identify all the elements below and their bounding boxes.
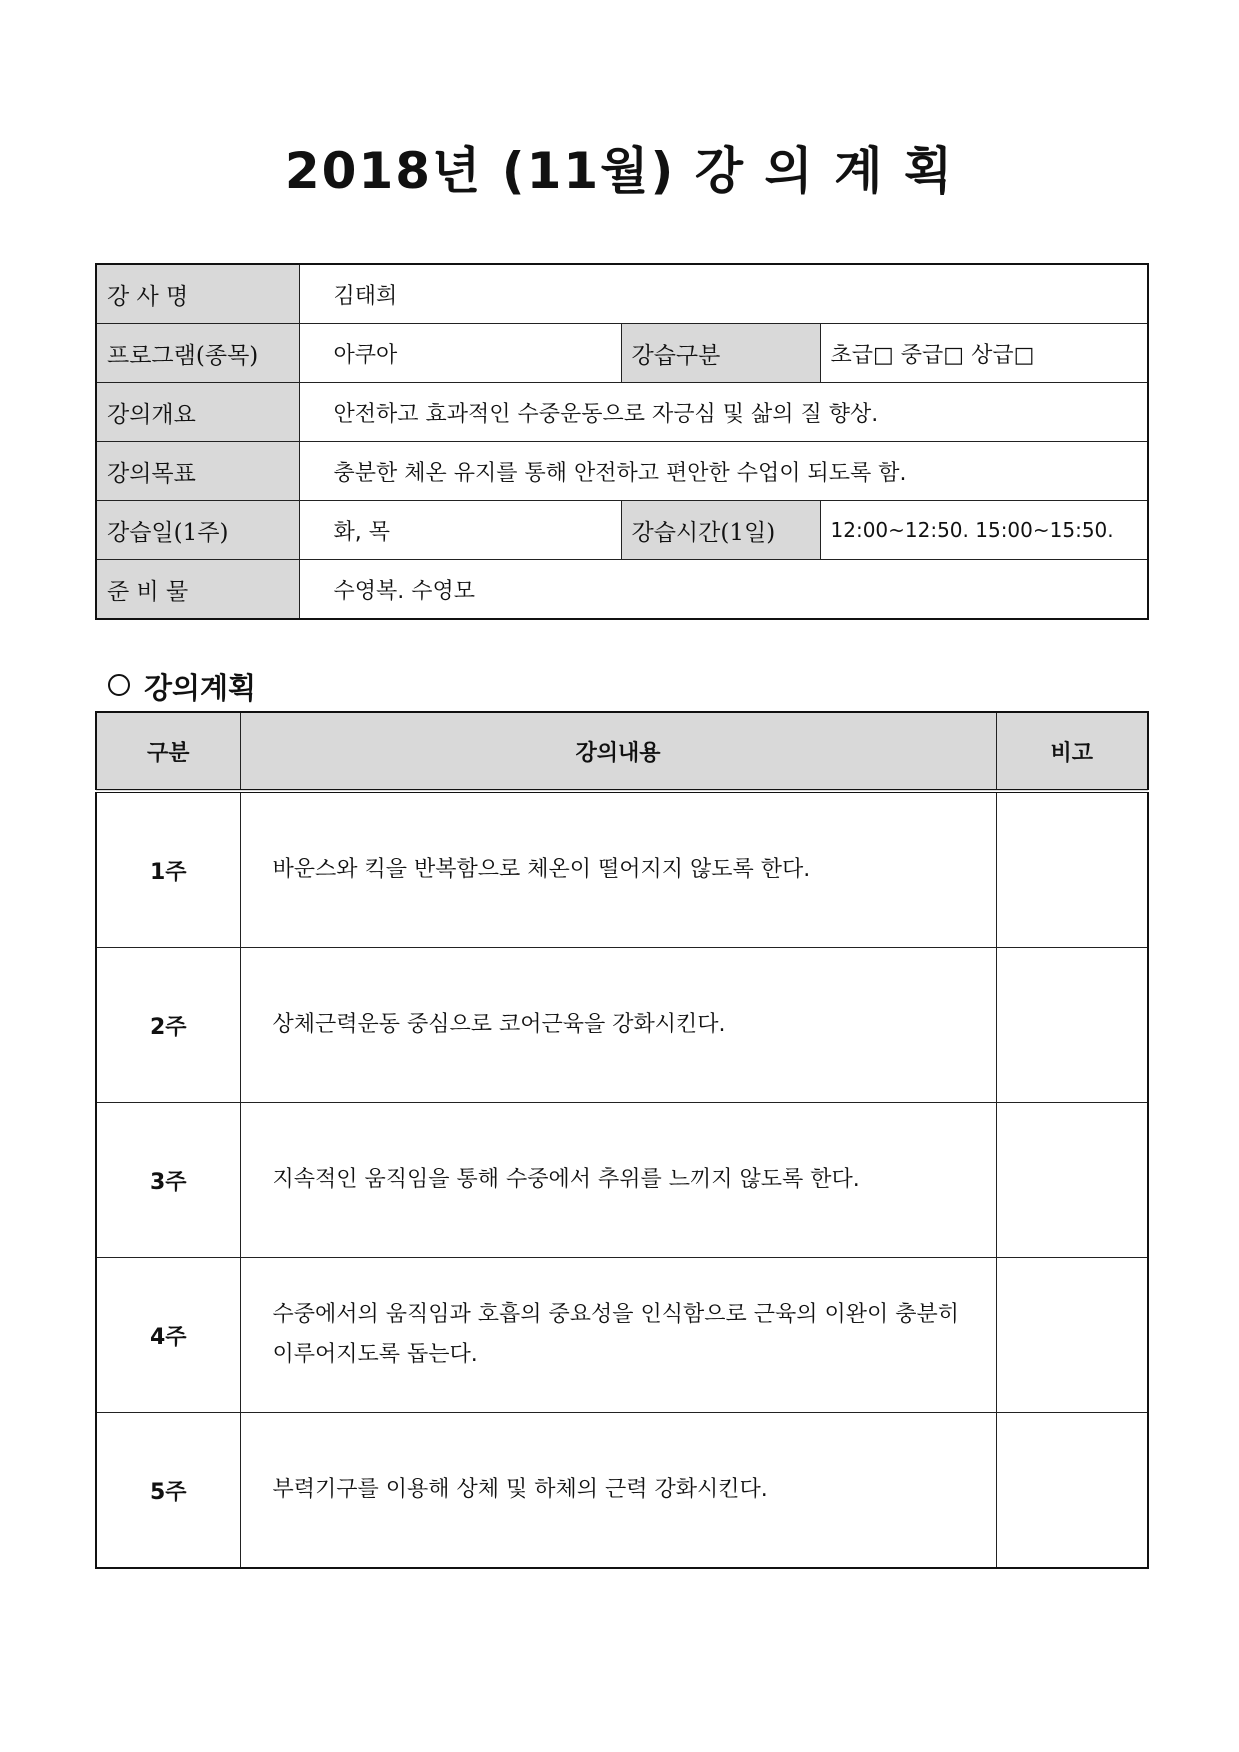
info-table bbox=[95, 263, 1149, 620]
content-cell: 바운스와 킥을 반복함으로 체온이 떨어지지 않도록 한다. bbox=[240, 791, 996, 948]
info-row-overview bbox=[96, 383, 1148, 442]
info-row-goal bbox=[96, 442, 1148, 501]
lecture-plan-table bbox=[95, 711, 1149, 1569]
days-label: 강습일(1주) bbox=[96, 501, 299, 560]
days-value: 화, 목 bbox=[299, 501, 621, 560]
section-heading-text: 강의계획 bbox=[144, 671, 257, 705]
materials-value: 수영복. 수영모 bbox=[299, 560, 1148, 620]
instructor-value: 김태희 bbox=[299, 264, 1148, 324]
overview-label: 강의개요 bbox=[96, 383, 299, 442]
level-value: 초급□ 중급□ 상급□ bbox=[820, 324, 1148, 383]
content-cell: 부력기구를 이용해 상체 및 하체의 근력 강화시킨다. bbox=[240, 1413, 996, 1569]
note-cell bbox=[996, 791, 1148, 948]
table-row bbox=[96, 791, 1148, 948]
circle-bullet-icon bbox=[108, 674, 130, 696]
materials-label: 준 비 물 bbox=[96, 560, 299, 620]
level-label: 강습구분 bbox=[621, 324, 820, 383]
content-cell: 상체근력운동 중심으로 코어근육을 강화시킨다. bbox=[240, 948, 996, 1103]
week-cell: 4주 bbox=[96, 1258, 240, 1413]
instructor-label: 강 사 명 bbox=[96, 264, 299, 324]
week-cell: 5주 bbox=[96, 1413, 240, 1569]
table-row bbox=[96, 1103, 1148, 1258]
header-content: 강의내용 bbox=[240, 712, 996, 791]
week-cell: 1주 bbox=[96, 791, 240, 948]
info-row-instructor bbox=[96, 264, 1148, 324]
note-cell bbox=[996, 1258, 1148, 1413]
time-label: 강습시간(1일) bbox=[621, 501, 820, 560]
content-cell: 수중에서의 움직임과 호흡의 중요성을 인식함으로 근육의 이완이 충분히 이루어지도록 돕는다. bbox=[240, 1258, 996, 1413]
table-row bbox=[96, 948, 1148, 1103]
program-label: 프로그램(종목) bbox=[96, 324, 299, 383]
info-row-materials bbox=[96, 560, 1148, 620]
overview-value: 안전하고 효과적인 수중운동으로 자긍심 및 삶의 질 향상. bbox=[299, 383, 1148, 442]
goal-label: 강의목표 bbox=[96, 442, 299, 501]
content-cell: 지속적인 움직임을 통해 수중에서 추위를 느끼지 않도록 한다. bbox=[240, 1103, 996, 1258]
header-division: 구분 bbox=[96, 712, 240, 791]
note-cell bbox=[996, 948, 1148, 1103]
table-row bbox=[96, 1258, 1148, 1413]
header-note: 비고 bbox=[996, 712, 1148, 791]
week-cell: 2주 bbox=[96, 948, 240, 1103]
week-cell: 3주 bbox=[96, 1103, 240, 1258]
section-heading bbox=[108, 668, 256, 708]
goal-value: 충분한 체온 유지를 통해 안전하고 편안한 수업이 되도록 함. bbox=[299, 442, 1148, 501]
program-value: 아쿠아 bbox=[299, 324, 621, 383]
plan-header-row bbox=[96, 712, 1148, 791]
info-row-schedule bbox=[96, 501, 1148, 560]
info-row-program bbox=[96, 324, 1148, 383]
note-cell bbox=[996, 1103, 1148, 1258]
time-value: 12:00~12:50. 15:00~15:50. bbox=[820, 501, 1148, 560]
note-cell bbox=[996, 1413, 1148, 1569]
page-title: 2018년 (11월) 강 의 계 획 bbox=[284, 142, 955, 200]
table-row bbox=[96, 1413, 1148, 1569]
